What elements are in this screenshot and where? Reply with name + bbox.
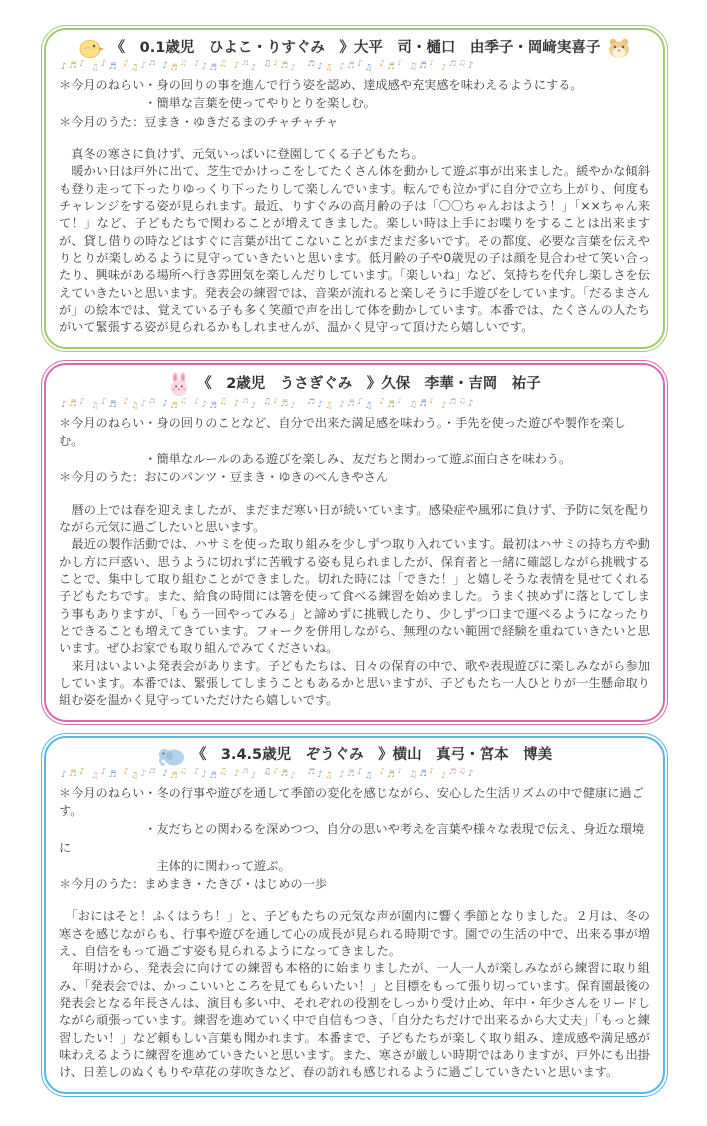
music-notes-decoration: ♪♬♪ ♫♪♬ ♪♫♪♬ ♪♬♫ ♪♪♬♫ ♪♬♪ ♫♪♬♪ ♬♪♫ ♪♬♪♫ ♪♬♪ ♫♬♪ ♪♬♫♪ — [61, 397, 476, 411]
monthly-goals — [59, 76, 650, 131]
section-header — [59, 37, 650, 59]
section-hiyoko-risugumi — [44, 28, 665, 349]
body-paragraph: 最近の製作活動では、ハサミを使った取り組みを少しずつ取り入れています。最初はハサミの持ち方や動かし方に戸惑い、思うように切れずに苦戦する姿も見られましたが、保育者と一緒に確認しながら挑戦することで、集中して取り組むことができました。切れた時には「できた！」と嬉しそうな表情を見せてくれる子どもたちです。また、給食の時間には箸を使って食べる練習を始めました。うまく挟めずに落としてしまう事もありますが、「もう一回やってみる」と諦めずに挑戦したり、少しずつ口まで運べるようになったりとできることも増えてきています。フォークを併用しながら、無理のない範囲で経験を重ねていきたいと思います。ぜひお家でも取り組んでみてくださいね。 — [59, 537, 650, 656]
elephant-icon — [157, 745, 185, 767]
section-header — [59, 745, 650, 767]
section-body — [59, 502, 650, 710]
body-paragraph: 年明けから、発表会に向けての練習も本格的に始まりましたが、一人一人が楽しみながら練習に取り組み、「発表会では、かっこいいところを見てもらいたい！」と目標をもって張り切っています。保育園最後の発表会となる年長さんは、演目も多い中、それぞれの役割をしっかり受け止め、年中・年少さんをリードしながら頑張っています。練習を進めていく中で自信もつき、「自分たちだけで出来るから大丈夫」「もっと練習したい！」など頼もしい言葉も聞かれます。本番まで、子どもたちが楽しく取り組み、達成感や満足感が味わえるように練習を進めていきたいと思います。また、寒さが厳しい時期ではありますが、戸外にも出掛け、日差しのぬくもりや草花の芽吹きなど、春の訪れも感じれるように過ごしていきたいと思います。 — [59, 961, 650, 1080]
chick-icon — [78, 37, 104, 59]
goal-line: 主体的に関わって遊ぶ。 — [59, 858, 291, 873]
section-usagigumi — [44, 363, 665, 722]
squirrel-icon — [607, 37, 631, 59]
monthly-goals — [59, 414, 650, 487]
monthly-goals — [59, 784, 650, 894]
music-notes-decoration: ♪♬♪ ♫♪♬ ♪♫♪♬ ♪♬♫ ♪♪♬♫ ♪♬♪ ♫♪♬♪ ♬♪♫ ♪♬♪♫ ♪♬♪ ♫♬♪ ♪♬♫♪ — [61, 60, 476, 73]
rabbit-icon — [168, 372, 190, 397]
section-header — [59, 372, 650, 397]
section-title: 《 3.4.5歳児 ぞうぐみ 》横山 真弓・宮本 博美 — [191, 747, 553, 764]
body-paragraph: 来月はいよいよ発表会があります。子どもたちは、日々の保育の中で、歌や表現遊びに楽しみながら参加しています。本番では、緊張してしまうこともあるかと思いますが、子どもたち一人ひとりが一生懸命取り組む姿を温かく見守っていただけたら嬉しいです。 — [59, 658, 650, 708]
goal-line: ＊今月のねらい・身の回りの事を進んで行う姿を認め、達成感や充実感を味わえるようにする。 — [59, 78, 583, 92]
section-zougumi — [44, 736, 665, 1094]
goal-line: ＊今月のねらい・身の回りのことなど、自分で出来た満足感を味わう。・手先を使った遊びや製作を楽しむ。 — [59, 415, 626, 448]
body-paragraph: 暦の上では春を迎えましたが、まだまだ寒い日が続いています。感染症や風邪に負けず、予防に気を配りながら元気に過ごしたいと思います。 — [59, 502, 650, 535]
monthly-song-line: ＊今月のうた：まめまき・たきび・はじめの一歩 — [59, 877, 328, 892]
section-body — [59, 146, 650, 337]
body-paragraph: 暖かい日は戸外に出て、芝生でかけっこをしてたくさん体を動かして遊ぶ事が出来ました。緩やかな傾斜も登り走って下ったりゆっくり下ったりして楽しんでいます。転んでも泣かずに自分で立ち上がり、何度もチャレンジをする姿が見られます。最近、りすぐみの高月齢の子は「〇〇ちゃんおはよう！」「××ちゃん来て！」など、子どもたちで関わることが増えてきました。楽しい時は上手にお喋りをすることは出来ますが、貸し借りの時などはすぐに言葉が出てこないことがまだまだ多いです。その都度、必要な言葉を伝えやりとりが楽しめるように見守っていきたいと思います。低月齢の子や0歳児の子は顔を見合わせて笑い合ったり、興味がある場所へ行き雰囲気を楽しんだりしています。「楽しいね」など、気持ちを代弁し楽しさを伝えていきたいと思います。発表会の練習では、音楽が流れると楽しそうに手遊びをしています。「だるまさんが」の絵本では、覚えている子も多く笑顔で声を出して体を動かしています。本番では、たくさんの人たちがいて緊張する姿が見られるかもしれませんが、温かく見守って頂けたら嬉しいです。 — [59, 164, 650, 335]
body-paragraph: 「おにはそと！ふくはうち！」と、子どもたちの元気な声が園内に響く季節となりました。２月は、冬の寒さを感じながらも、行事や遊びを通して心の成長が見られる時期です。園での生活の中で、出来る事が増え、自信をもって過ごす姿も見られるようになってきました。 — [59, 909, 650, 959]
section-body — [59, 908, 650, 1081]
music-notes-decoration: ♪♬♪ ♫♪♬ ♪♫♪♬ ♪♬♫ ♪♪♬♫ ♪♬♪ ♫♪♬♪ ♬♪♫ ♪♬♪♫ ♪♬♪ ♫♬♪ ♪♬♫♪ — [61, 767, 476, 781]
goal-line: ・簡単な言葉を使ってやりとりを楽しむ。 — [59, 96, 376, 111]
monthly-song-line: ＊今月のうた：おにのパンツ・豆まき・ゆきのぺんきやさん — [59, 470, 389, 485]
goal-line: ・簡単なルールのある遊びを楽しみ、友だちと関わって遊ぶ面白さを味わう。 — [59, 452, 572, 467]
section-title: 《 0.1歳児 ひよこ・りすぐみ 》大平 司・樋口 由季子・岡﨑実喜子 — [110, 39, 601, 56]
monthly-song-line: ＊今月のうた：豆まき・ゆきだるまのチャチャチャ — [59, 114, 339, 129]
goal-line: ・友だちとの関わるを深めつつ、自分の思いや考えを言葉や様々な表現で伝え、身近な環境に — [59, 822, 645, 855]
section-title: 《 2歳児 うさぎぐみ 》久保 李華・吉岡 祐子 — [197, 375, 541, 392]
body-paragraph: 真冬の寒さに負けず、元気いっぱいに登園してくる子どもたち。 — [59, 146, 424, 161]
goal-line: ＊今月のねらい・冬の行事や遊びを通して季節の変化を感じながら、安心した生活リズムの中で健康に過ごす。 — [59, 785, 644, 818]
